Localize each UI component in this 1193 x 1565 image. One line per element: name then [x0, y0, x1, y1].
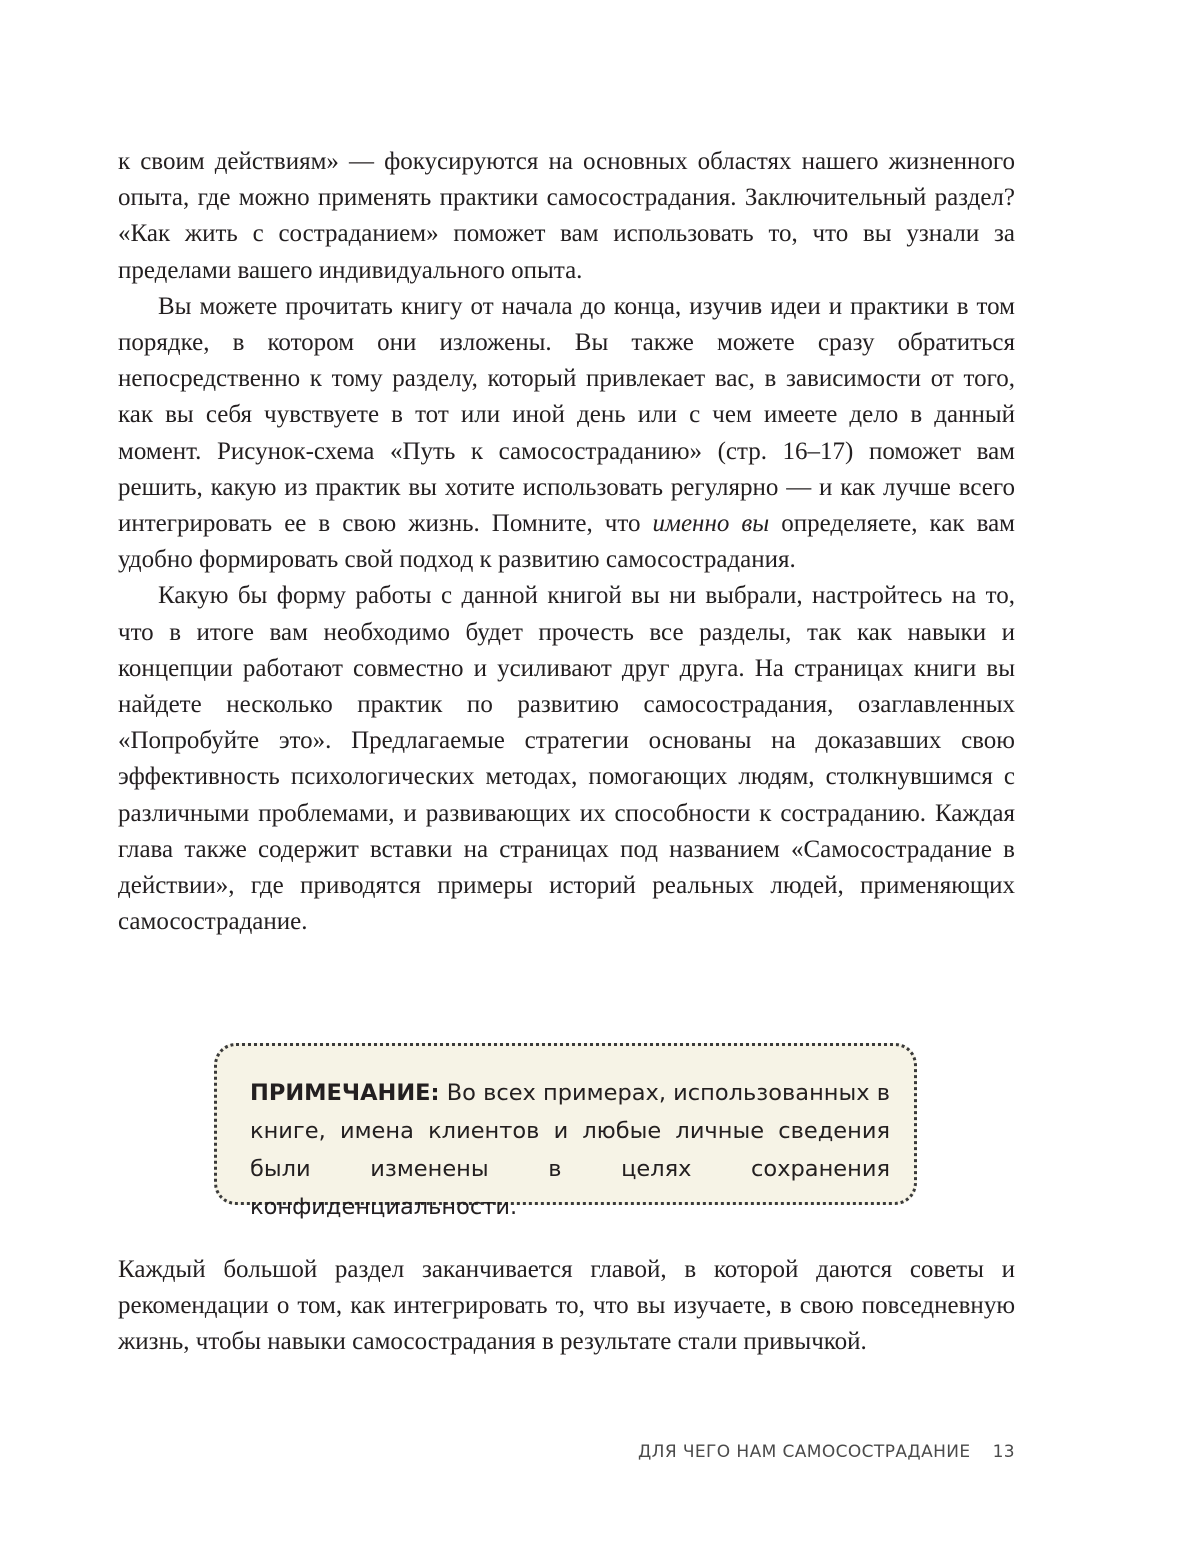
text-segment: Каждый большой раздел заканчивается главой, в которой даются советы и рекомендации о том, как интегрировать то, что вы изучаете, в свою повседневную жизнь, чтобы навыки самосострадания в результате стали привычкой. — [118, 1256, 1015, 1356]
paragraph — [118, 578, 1015, 940]
closing-text — [118, 1252, 1015, 1361]
note-body: Во всех примерах, использованных в книге, имена клиентов и любые личные сведения были изменены в целях сохранения конфиденциальности. — [250, 1080, 890, 1220]
paragraph — [118, 144, 1015, 289]
page-footer — [638, 1442, 1015, 1462]
paragraph — [118, 1252, 1015, 1361]
text-segment: к своим действиям» — фокусируются на основных областях нашего жизненного опыта, где можно применять практики самосострадания. Заключительный раздел? «Как жить с состраданием» поможет вам использовать то, что вы узнали за пределами вашего индивидуального опыта. — [118, 148, 1015, 284]
running-title: ДЛЯ ЧЕГО НАМ САМОСОСТРАДАНИЕ — [637, 1442, 971, 1462]
text-segment: определяете, как вам удобно формировать свой подход к развитию самосострадания. — [118, 510, 1015, 574]
emphasis-text: именно вы — [652, 510, 770, 538]
text-segment: Вы можете прочитать книгу от начала до конца, изучив идеи и практики в том порядке, в котором они изложены. Вы также можете сразу обратиться непосредственно к тому разделу, который привлекает вас, в зависимости от того, как вы себя чувствуете в тот или иной день или с чем имеете дело в данный момент. Рисунок-схема «Путь к самосостраданию» (стр. 16–17) поможет вам решить, какую из практик вы хотите использовать регулярно — и как лучше всего интегрировать ее в свою жизнь. Помните, что — [118, 292, 1015, 538]
note-box — [214, 1043, 917, 1220]
paragraph — [118, 289, 1015, 579]
note-label: ПРИМЕЧАНИЕ: — [250, 1080, 440, 1106]
text-segment: Какую бы форму работы с данной книгой вы ни выбрали, настройтесь на то, что в итоге вам необходимо будет прочесть все разделы, так как навыки и концепции работают совместно и усиливают друг друга. На страницах книги вы найдете несколько практик по развитию самосострадания, озаглавленных «Попробуйте это». Предлагаемые стратегии основаны на доказавших свою эффективность психологических методах, помогающих людям, столкнувшимся с различными проблемами, и развивающих их способности к состраданию. Каждая глава также содержит вставки на страницах под названием «Самосострадание в действии», где приводятся примеры историй реальных людей, применяющих самосострадание. — [118, 582, 1015, 936]
page-number: 13 — [992, 1442, 1015, 1462]
main-text — [118, 144, 1015, 940]
note-text — [250, 1074, 890, 1226]
